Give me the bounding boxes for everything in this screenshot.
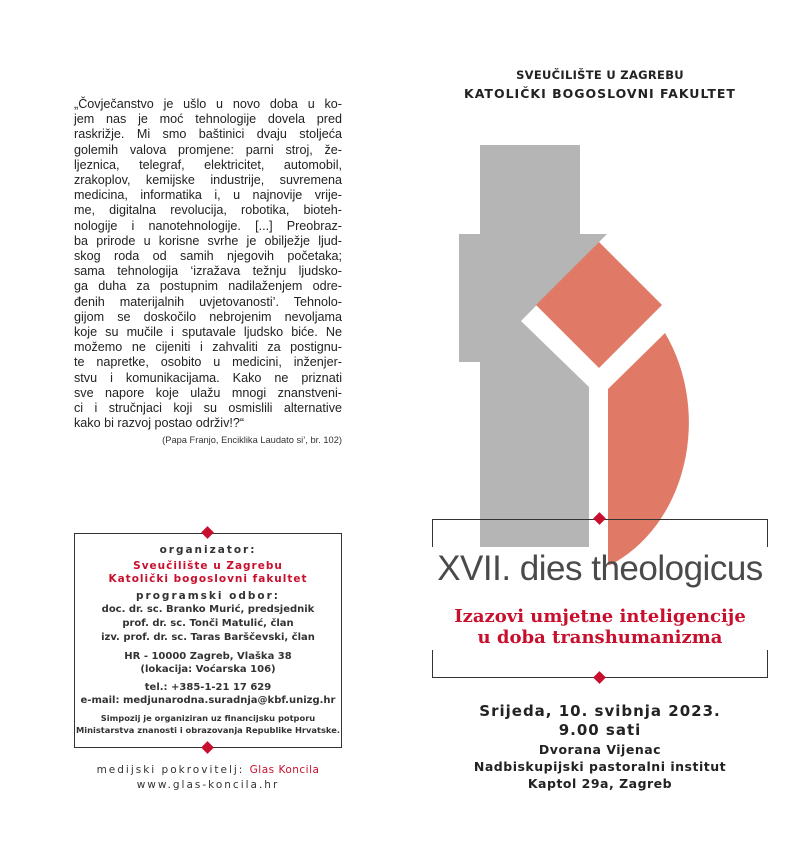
- quote-line: ga duha za postupnim nadilaženjem odre-: [74, 279, 342, 294]
- quote-line: ba prirode u korisne svrhe je obilježje ljud-: [74, 233, 342, 248]
- media-sponsor-label: medijski pokrovitelj:: [96, 764, 250, 776]
- quote-line: jem nas je moć tehnologije dovela pred: [74, 112, 342, 127]
- quote-line: možemo ne cijeniti i zahvaliti za postignu-: [74, 340, 342, 355]
- organizer-university: Sveučilište u Zagrebu: [133, 560, 283, 572]
- media-sponsor-name[interactable]: Glas Koncila: [249, 764, 320, 776]
- quote-line: „Čovječanstvo je ušlo u novo doba u ko-: [74, 97, 342, 111]
- faculty-name: KATOLIČKI BOGOSLOVNI FAKULTET: [464, 86, 736, 101]
- event-time: 9.00 sati: [558, 721, 642, 739]
- quote-line: skog roda od samih njegovih početaka;: [74, 249, 342, 264]
- committee-member: prof. dr. sc. Tonči Matulić, član: [122, 618, 294, 629]
- committee-member: doc. dr. sc. Branko Murić, predsjednik: [101, 604, 315, 615]
- quote-line: stvu i komunikacijama. Kako ne priznati: [74, 370, 342, 385]
- organizer-address: HR - 10000 Zagreb, Vlaška 38: [124, 651, 292, 662]
- quote-line: koje su mučile i sputavale ljudsko biće. Ne: [74, 325, 342, 340]
- quote-line: golemih valova promjene: parni stroj, že-: [74, 142, 342, 157]
- university-name: SVEUČILIŠTE U ZAGREBU: [516, 68, 684, 82]
- event-subtitle-line1: Izazovi umjetne inteligencije: [454, 606, 746, 627]
- quote-source: (Papa Franjo, Enciklika Laudato si’, br. 102): [162, 435, 342, 445]
- quote-line: nologije i nanotehnologije. [...] Preobraz-: [74, 218, 342, 233]
- event-title: XVII. dies theologicus: [437, 549, 763, 588]
- event-subtitle-line2: u doba transhumanizma: [477, 627, 723, 648]
- organizer-heading: organizator:: [159, 544, 257, 556]
- event-address: Kaptol 29a, Zagreb: [527, 776, 673, 791]
- kbf-logo: [430, 135, 770, 575]
- committee-heading: programski odbor:: [136, 590, 280, 602]
- quote-line: te napretke, osobito u medicini, inženjer-: [74, 355, 342, 370]
- quote-text: [74, 97, 342, 431]
- quote-line: ci i stručnjaci koji su osmislili alternative: [74, 401, 342, 416]
- committee-member: izv. prof. dr. sc. Taras Barščevski, član: [101, 632, 315, 643]
- quote-line: raskrižje. Mi smo baštinici dvaju stoljeća: [74, 127, 342, 142]
- quote-line: gijom se doskočilo nebrojenim nevoljama: [74, 309, 342, 324]
- organizer-location: (lokacija: Voćarska 106): [140, 664, 276, 675]
- quote-line: ljeznica, telegraf, elektricitet, automobil,: [74, 157, 342, 172]
- event-institute: Nadbiskupijski pastoralni institut: [473, 759, 727, 774]
- organizer-phone: tel.: +385-1-21 17 629: [144, 682, 272, 693]
- quote-line: zrakoplov, kemijske industrije, suvremena: [74, 173, 342, 188]
- funding-note-line1: Simpozij je organiziran uz financijsku potporu: [100, 713, 316, 723]
- quote-line: me, digitalna revolucija, robotika, bioteh-: [74, 203, 342, 218]
- organizer-email[interactable]: e-mail: medjunarodna.suradnja@kbf.unizg.hr: [80, 695, 336, 706]
- event-hall: Dvorana Vijenac: [538, 742, 662, 757]
- quote-line: kako bi razvoj postao održiv!?“: [74, 416, 245, 431]
- event-date: Srijeda, 10. svibnja 2023.: [479, 702, 721, 720]
- quote-line: sama tehnologija ‘izražava težnju ljudsko-: [74, 264, 342, 279]
- funding-note-line2: Ministarstva znanosti i obrazovanja Republike Hrvatske.: [76, 725, 340, 735]
- quote-line: medicina, informatika i, u najnovije vrije-: [74, 188, 342, 203]
- media-website[interactable]: www.glas-koncila.hr: [136, 779, 280, 791]
- media-sponsor: [74, 764, 342, 776]
- quote-line: đenih materijalnih uvjetovanosti’. Tehnolo-: [74, 294, 342, 309]
- organizer-faculty: Katolički bogoslovni fakultet: [108, 573, 308, 585]
- quote-line: sve napore koje ulažu mnogi znanstveni-: [74, 385, 342, 400]
